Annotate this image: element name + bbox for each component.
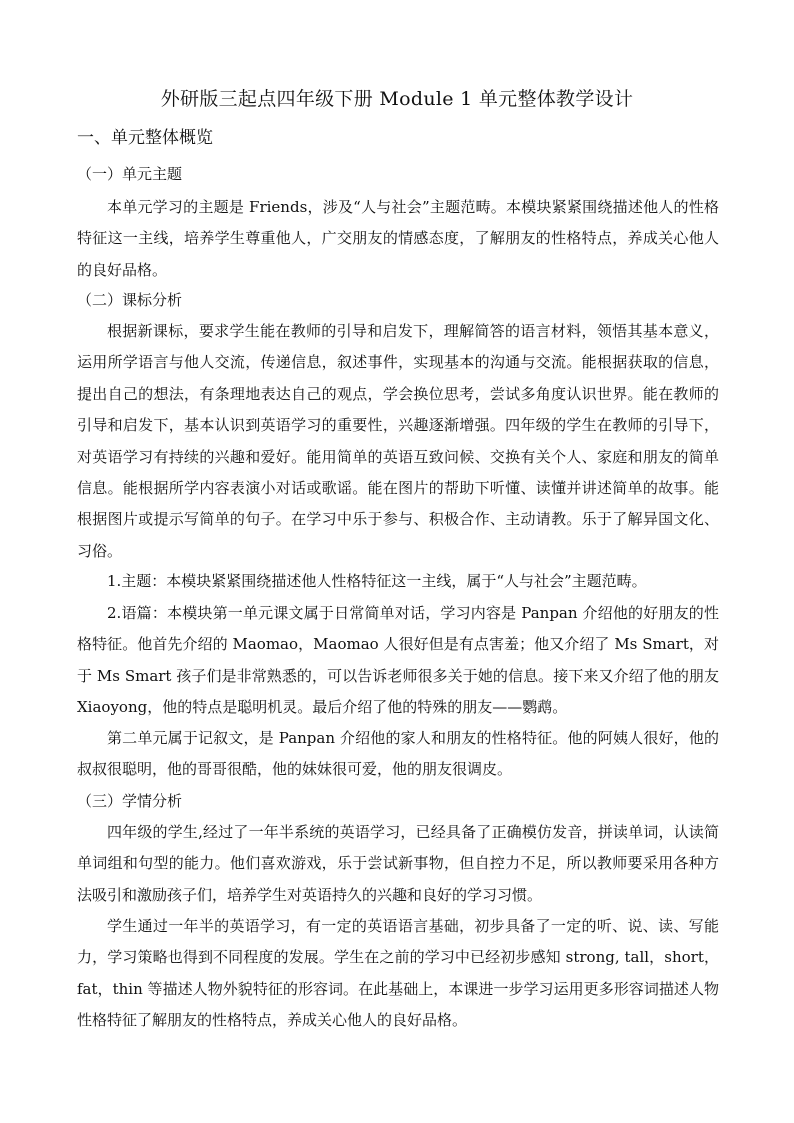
subsection-heading-theme: （一）单元主题 [77, 165, 183, 183]
paragraph-learners-1: 四年级的学生,经过了一年半系统的英语学习，已经具备了正确模仿发音，拼读单词，认读简单词组和句型的能力。他们喜欢游戏，乐于尝试新事物，但自控力不足，所以教师要采用各种方法吸引和激励孩子们，培养学生对英语持久的兴趣和良好的学习习惯。 [77, 823, 719, 904]
subsection-heading-curriculum: （二）课标分析 [77, 291, 183, 309]
paragraph-theme: 本单元学习的主题是 Friends，涉及“人与社会”主题范畴。本模块紧紧围绕描述他人的性格特征这一主线，培养学生尊重他人，广交朋友的情感态度，了解朋友的性格特点，养成关心他人的良好品格。 [77, 198, 719, 279]
paragraph-curriculum: 根据新课标，要求学生能在教师的引导和启发下，理解简答的语言材料，领悟其基本意义，运用所学语言与他人交流，传递信息，叙述事件，实现基本的沟通与交流。能根据获取的信息，提出自己的想法，有条理地表达自己的观点，学会换位思考，尝试多角度认识世界。能在教师的引导和启发下，基本认识到英语学习的重要性，兴趣逐渐增强。四年级的学生在教师的引导下，对英语学习有持续的兴趣和爱好。能用简单的英语互致问候、交换有关个人、家庭和朋友的简单信息。能根据所学内容表演小对话或歌谣。能在图片的帮助下听懂、读懂并讲述简单的故事。能根据图片或提示写简单的句子。在学习中乐于参与、积极合作、主动请教。乐于了解异国文化、习俗。 [77, 322, 719, 560]
paragraph-unit-two: 第二单元属于记叙文，是 Panpan 介绍他的家人和朋友的性格特征。他的阿姨人很好，他的叔叔很聪明，他的哥哥很酷，他的妹妹很可爱，他的朋友很调皮。 [77, 729, 719, 779]
paragraph-learners-2: 学生通过一年半的英语学习，有一定的英语语言基础，初步具备了一定的听、说、读、写能力，学习策略也得到不同程度的发展。学生在之前的学习中已经初步感知 strong, tall，short，fat，thin 等描述人物外貌特征的形容词。在此基础上，本课进一步学习运用更多形容词描述人物性格特征了解朋友的性格特点，养成关心他人的良好品格。 [77, 917, 719, 1030]
paragraph-discourse: 2.语篇：本模块第一单元课文属于日常简单对话，学习内容是 Panpan 介绍他的好朋友的性格特征。他首先介绍的 Maomao，Maomao 人很好但是有点害羞；他又介绍了 Ms Smart，对于 Ms Smart 孩子们是非常熟悉的，可以告诉老师很多关于她的信息。接下来又介绍了他的朋友 Xiaoyong，他的特点是聪明机灵。最后介绍了他的特殊的朋友——鹦鹉。 [77, 604, 719, 717]
paragraph-topic: 1.主题：本模块紧紧围绕描述他人性格特征这一主线，属于“人与社会”主题范畴。 [107, 572, 647, 590]
subsection-heading-learners: （三）学情分析 [77, 792, 183, 810]
section-heading-overview: 一、单元整体概览 [77, 128, 213, 148]
document-title: 外研版三起点四年级下册 Module 1 单元整体教学设计 [160, 88, 634, 110]
